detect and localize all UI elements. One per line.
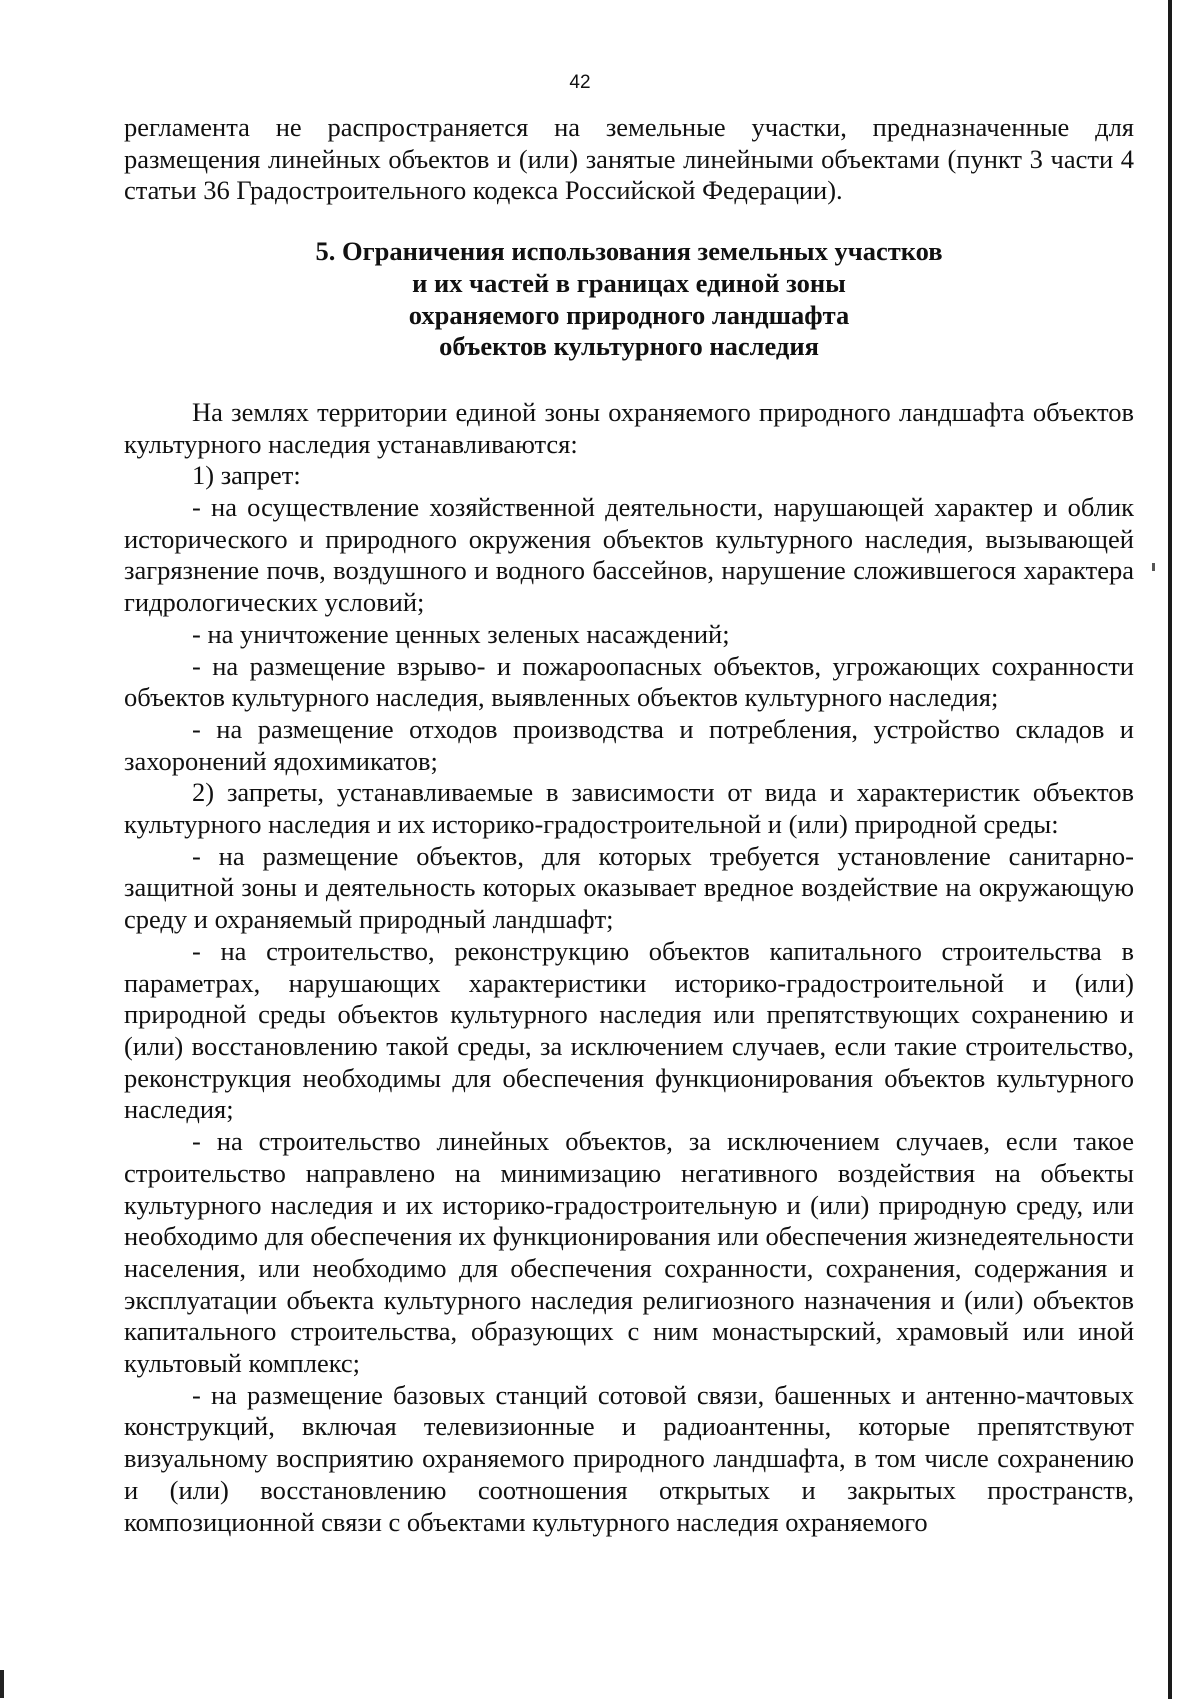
intro-paragraph: регламента не распространяется на земельные участки, предназначенные для размещения линейных объектов и (или) занятые линейными объектами (пункт 3 части 4 статьи 36 Градостроительного кодекса Российской Федерации). — [124, 112, 1134, 206]
section-title — [124, 236, 1134, 363]
page-edge-rule — [1168, 0, 1172, 1699]
page-number: 42 — [569, 72, 591, 93]
section-title-line: охраняемого природного ландшафта — [408, 299, 850, 330]
list-item: - на уничтожение ценных зеленых насаждений; — [192, 618, 730, 649]
list-item: - на размещение базовых станций сотовой связи, башенных и антенно-мачтовых конструкций, включая телевизионные и радиоантенны, которые препятствуют визуальному восприятию охраняемого природного ландшафта, в том числе сохранению и (или) восстановлению соотношения открытых и закрытых пространств, композиционной связи с объектами культурного наследия охраняемого — [124, 1379, 1134, 1537]
section-title-line: объектов культурного наследия — [439, 331, 819, 362]
list-heading: 1) запрет: — [192, 460, 301, 491]
list-item: - на строительство линейных объектов, за исключением случаев, если такое строительство направлено на минимизацию негативного воздействия на объекты культурного наследия и их историко-градостроительную и (или) природную среду, или необходимо для обеспечения их функционирования или обеспечения жизнедеятельности населения, или необходимо для обеспечения сохранности, сохранения, содержания и эксплуатации объекта культурного наследия религиозного назначения и (или) объектов капитального строительства, образующих с ним монастырский, храмовый или иной культовый комплекс; — [124, 1126, 1134, 1379]
body-paragraph: На землях территории единой зоны охраняемого природного ландшафта объектов культурного наследия устанавливаются: — [124, 396, 1134, 459]
scan-mark — [1152, 563, 1155, 571]
list-heading: 2) запреты, устанавливаемые в зависимости от вида и характеристик объектов культурного наследия и их историко-градостроительной и (или) природной среды: — [124, 777, 1134, 840]
section-title-line: 5. Ограничения использования земельных участков — [315, 236, 943, 267]
list-item: - на размещение взрыво- и пожароопасных объектов, угрожающих сохранности объектов культурного наследия, выявленных объектов культурного наследия; — [124, 650, 1134, 713]
document-body — [124, 112, 1134, 1538]
list-item: - на размещение объектов, для которых требуется установление санитарно-защитной зоны и деятельность которых оказывает вредное воздействие на окружающую среду и охраняемый природный ландшафт; — [124, 840, 1134, 935]
section-title-line: и их частей в границах единой зоны — [412, 267, 846, 298]
list-item: - на строительство, реконструкцию объектов капитального строительства в параметрах, нарушающих характеристики историко-градостроительной и (или) природной среды объектов культурного наследия или препятствующих сохранению и (или) восстановлению такой среды, за исключением случаев, если такие строительство, реконструкция необходимы для обеспечения функционирования объектов культурного наследия; — [124, 935, 1134, 1125]
list-item: - на размещение отходов производства и потребления, устройство складов и захоронений ядохимикатов; — [124, 713, 1134, 776]
list-item: - на осуществление хозяйственной деятельности, нарушающей характер и облик исторического и природного окружения объектов культурного наследия, вызывающей загрязнение почв, воздушного и водного бассейнов, нарушение сложившегося характера гидрологических условий; — [124, 492, 1134, 618]
scan-edge-mark — [0, 1670, 4, 1698]
